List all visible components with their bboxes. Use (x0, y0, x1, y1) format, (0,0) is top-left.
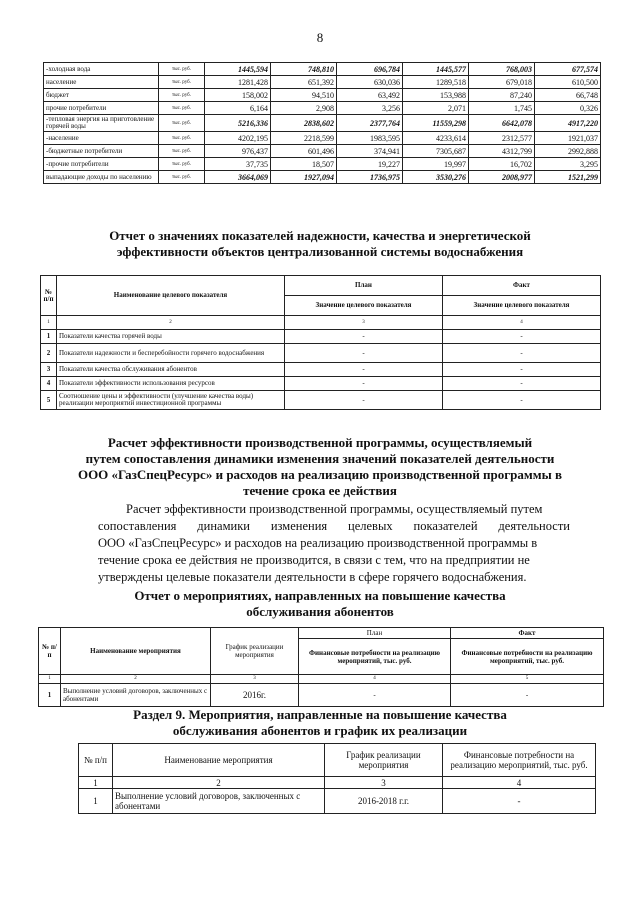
colnum: 1 (39, 675, 61, 684)
row-value: 1445,594 (205, 63, 271, 76)
row-name: прочие потребители (44, 102, 159, 115)
colnum: 4 (299, 675, 451, 684)
row-value: 1289,518 (403, 76, 469, 89)
section2-title-line1: Расчет эффективности производственной программы, осуществляемый (107, 435, 533, 450)
row-value: 6642,078 (469, 115, 535, 132)
row-unit: тыс. руб. (159, 63, 205, 76)
row-value: 601,496 (271, 145, 337, 158)
table-row (41, 330, 601, 344)
section1-title-line2: эффективности объектов централизованной системы водоснабжения (116, 244, 524, 259)
row-name: население (44, 76, 159, 89)
row-unit: тыс. руб. (159, 132, 205, 145)
colnum: 1 (41, 316, 57, 330)
row-unit: тыс. руб. (159, 76, 205, 89)
row-num: 4 (41, 377, 57, 391)
row-name: Соотношение цены и эффективности (улучшение качества воды) реализации мероприятий инвестиционной программы (57, 391, 285, 410)
row-value: 2312,577 (469, 132, 535, 145)
header-fact-sub: Значение целевого показателя (443, 296, 601, 316)
section2-title-line2: путем сопоставления динамики изменения значений показателей деятельности (85, 451, 555, 466)
row-value: 768,003 (469, 63, 535, 76)
colnum: 1 (79, 777, 113, 789)
row-value: 1521,299 (535, 171, 601, 184)
row-value: 37,735 (205, 158, 271, 171)
colnum: 3 (325, 777, 443, 789)
row-value: 63,492 (337, 89, 403, 102)
section4-title-line1: Раздел 9. Мероприятия, направленные на повышение качества (133, 707, 507, 722)
row-schedule: 2016г. (211, 684, 299, 707)
row-value: 66,748 (535, 89, 601, 102)
row-value: 1736,975 (337, 171, 403, 184)
row-finance: - (443, 789, 596, 814)
para-line1: Расчет эффективности производственной программы, осуществляемый путем (126, 502, 543, 516)
row-num: 1 (79, 789, 113, 814)
row-value: 2,908 (271, 102, 337, 115)
header-fact: Факт (451, 628, 604, 639)
row-value: 696,784 (337, 63, 403, 76)
indicators-table (40, 275, 601, 410)
row-name: -тепловая энергия на приготовление горячей воды (44, 115, 159, 132)
row-fact: - (443, 344, 601, 363)
header-fact: Факт (443, 276, 601, 296)
table-row (44, 76, 601, 89)
row-value: 0,326 (535, 102, 601, 115)
row-fact: - (443, 391, 601, 410)
row-name: Показатели качества горячей воды (57, 330, 285, 344)
header-plan: План (299, 628, 451, 639)
row-num: 2 (41, 344, 57, 363)
row-value: 1983,595 (337, 132, 403, 145)
row-value: 7305,687 (403, 145, 469, 158)
table-row (41, 391, 601, 410)
table-row (44, 102, 601, 115)
row-unit: тыс. руб. (159, 171, 205, 184)
para-line4: течение срока ее действия не производится, в связи с тем, что на предприятии не (98, 553, 530, 567)
row-plan: - (285, 377, 443, 391)
page-number: 8 (316, 30, 324, 45)
table-row (44, 145, 601, 158)
row-unit: тыс. руб. (159, 115, 205, 132)
table-row (44, 63, 601, 76)
row-value: 2838,602 (271, 115, 337, 132)
row-fact: - (443, 330, 601, 344)
row-value: 630,036 (337, 76, 403, 89)
para-line3: ООО «ГазСпецРесурс» и расходов на реализацию производственной программы в (98, 536, 538, 550)
row-value: 6,164 (205, 102, 271, 115)
row-value: 94,510 (271, 89, 337, 102)
row-value: 18,507 (271, 158, 337, 171)
header-plan-sub: Финансовые потребности на реализацию мероприятий, тыс. руб. (299, 639, 451, 675)
row-value: 976,437 (205, 145, 271, 158)
row-name: -население (44, 132, 159, 145)
header-plan-sub: Значение целевого показателя (285, 296, 443, 316)
row-value: 19,227 (337, 158, 403, 171)
row-fact: - (443, 377, 601, 391)
table-row (44, 158, 601, 171)
row-value: 3530,276 (403, 171, 469, 184)
row-value: 748,810 (271, 63, 337, 76)
row-fact: - (443, 363, 601, 377)
table-row (44, 171, 601, 184)
header-plan: План (285, 276, 443, 296)
row-unit: тыс. руб. (159, 102, 205, 115)
table-row (79, 789, 596, 814)
colnum: 2 (61, 675, 211, 684)
row-value: 1281,428 (205, 76, 271, 89)
section2-title-line3: ООО «ГазСпецРесурс» и расходов на реализацию производственной программы в (77, 467, 563, 482)
row-value: 2218,599 (271, 132, 337, 145)
row-plan: - (299, 684, 451, 707)
row-value: 1927,094 (271, 171, 337, 184)
row-name: -бюджетные потребители (44, 145, 159, 158)
row-unit: тыс. руб. (159, 145, 205, 158)
header-finance: Финансовые потребности на реализацию мероприятий, тыс. руб. (443, 744, 596, 777)
row-value: 1445,577 (403, 63, 469, 76)
row-value: 3664,069 (205, 171, 271, 184)
header-name: Наименование мероприятия (61, 628, 211, 675)
row-value: 679,018 (469, 76, 535, 89)
colnum: 2 (57, 316, 285, 330)
section3-title-line2: обслуживания абонентов (246, 604, 394, 619)
table-row (44, 132, 601, 145)
colnum: 4 (443, 777, 596, 789)
table-row (44, 115, 601, 132)
row-plan: - (285, 363, 443, 377)
activities-schedule-table (78, 743, 596, 814)
row-value: 677,574 (535, 63, 601, 76)
row-value: 2992,888 (535, 145, 601, 158)
row-plan: - (285, 391, 443, 410)
row-value: 2008,977 (469, 171, 535, 184)
header-name: Наименование мероприятия (113, 744, 325, 777)
header-fact-sub: Финансовые потребности на реализацию мероприятий, тыс. руб. (451, 639, 604, 675)
revenue-table (43, 62, 601, 184)
row-value: 3,256 (337, 102, 403, 115)
header-num: № п/п (41, 276, 57, 316)
header-num: № п/п (79, 744, 113, 777)
row-value: 610,500 (535, 76, 601, 89)
row-name: Выполнение условий договоров, заключенных с абонентами (113, 789, 325, 814)
row-name: -холодная вода (44, 63, 159, 76)
table-row (41, 344, 601, 363)
row-value: 11559,298 (403, 115, 469, 132)
row-value: 16,702 (469, 158, 535, 171)
row-value: 1921,037 (535, 132, 601, 145)
row-name: Выполнение условий договоров, заключенных с абонентами (61, 684, 211, 707)
para-line5: утверждены целевые показатели деятельности в сфере горячего водоснабжения. (98, 570, 527, 584)
row-value: 374,941 (337, 145, 403, 158)
row-value: 4233,614 (403, 132, 469, 145)
row-value: 4202,195 (205, 132, 271, 145)
colnum: 3 (211, 675, 299, 684)
colnum: 2 (113, 777, 325, 789)
colnum: 3 (285, 316, 443, 330)
para-line2: сопоставления динамики изменения целевых показателей деятельности (98, 519, 570, 533)
colnum: 5 (451, 675, 604, 684)
row-name: Показатели качества обслуживания абонентов (57, 363, 285, 377)
row-schedule: 2016-2018 г.г. (325, 789, 443, 814)
row-name: Показатели эффективности использования ресурсов (57, 377, 285, 391)
row-num: 1 (41, 330, 57, 344)
section4-title-line2: обслуживания абонентов и график их реализации (172, 723, 468, 738)
section2-title-line4: течение срока ее действия (243, 483, 397, 498)
row-name: Показатели надежности и бесперебойности горячего водоснабжения (57, 344, 285, 363)
row-num: 1 (39, 684, 61, 707)
row-plan: - (285, 344, 443, 363)
header-num: № п/п (39, 628, 61, 675)
row-fact: - (451, 684, 604, 707)
row-value: 2377,764 (337, 115, 403, 132)
table-row (44, 89, 601, 102)
row-name: -прочие потребители (44, 158, 159, 171)
row-num: 5 (41, 391, 57, 410)
row-value: 4312,799 (469, 145, 535, 158)
section1-title-line1: Отчет о значениях показателей надежности, качества и энергетической (109, 228, 531, 243)
row-name: выпадающие доходы по населению (44, 171, 159, 184)
table-row (41, 377, 601, 391)
row-value: 651,392 (271, 76, 337, 89)
row-value: 87,240 (469, 89, 535, 102)
table-row (39, 684, 604, 707)
header-name: Наименование целевого показателя (57, 276, 285, 316)
table-row (41, 363, 601, 377)
row-value: 2,071 (403, 102, 469, 115)
row-plan: - (285, 330, 443, 344)
row-unit: тыс. руб. (159, 158, 205, 171)
row-value: 153,988 (403, 89, 469, 102)
row-value: 4917,220 (535, 115, 601, 132)
row-value: 158,002 (205, 89, 271, 102)
header-schedule: График реализации мероприятия (325, 744, 443, 777)
activities-report-table (38, 627, 604, 707)
row-unit: тыс. руб. (159, 89, 205, 102)
row-value: 19,997 (403, 158, 469, 171)
header-schedule: График реализации мероприятия (211, 628, 299, 675)
section3-title-line1: Отчет о мероприятиях, направленных на повышение качества (134, 588, 506, 603)
row-value: 1,745 (469, 102, 535, 115)
row-value: 3,295 (535, 158, 601, 171)
row-value: 5216,336 (205, 115, 271, 132)
row-name: бюджет (44, 89, 159, 102)
colnum: 4 (443, 316, 601, 330)
row-num: 3 (41, 363, 57, 377)
